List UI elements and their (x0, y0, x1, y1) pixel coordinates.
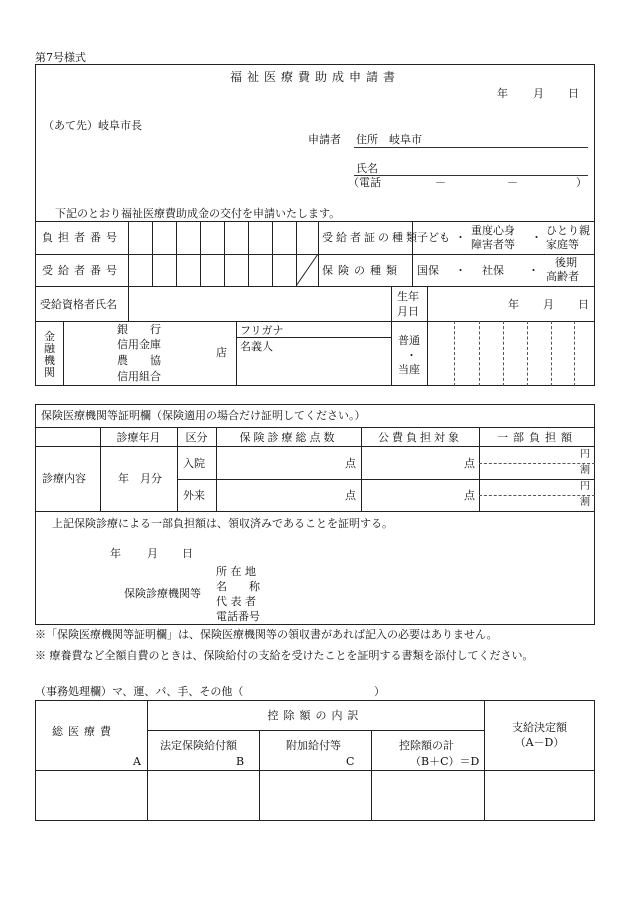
insurance-elderly-1[interactable]: 後期 (555, 256, 577, 269)
birth-month: 月 (543, 298, 554, 311)
legal-benefit-label: 法定保険給付額 (160, 739, 237, 752)
insurance-social[interactable]: 社保 (482, 264, 504, 277)
addressee: （あて先）岐阜市長 (43, 119, 142, 132)
bank-label-4: 関 (44, 366, 55, 379)
header-public: 公費負担対象 (378, 431, 462, 444)
bank-type-bank[interactable]: 銀 行 (117, 323, 161, 336)
name-label: 氏名 (356, 162, 378, 175)
cert-statement: 上記保険診療による一部負担額は、領収済みであることを証明する。 (52, 517, 393, 530)
payer-number-label: 負担者番号 (42, 231, 122, 244)
insurance-elderly-2[interactable]: 高齢者 (546, 270, 579, 283)
cert-section-title: 保険医療機関等証明欄（保険適用の場合だけ証明してください。） (41, 409, 366, 422)
bank-type-nokyo[interactable]: 農 協 (117, 354, 161, 367)
legal-letter: B (236, 755, 245, 768)
note-2: ※ 療養費など全額自費のときは、保険給付の支給を受けたことを証明する書類を添付してください。 (35, 649, 534, 662)
office-label-close: ） (374, 685, 385, 698)
phone-dash-2: － (507, 176, 518, 189)
institution-representative: 代 表 者 (216, 595, 256, 608)
inpatient-label: 入院 (183, 457, 205, 470)
bank-label-3: 機 (44, 354, 55, 367)
cert-disabled-1[interactable]: 重度心身 (471, 224, 515, 237)
address-underline (354, 147, 588, 148)
account-holder-label: 名義人 (240, 340, 273, 353)
account-type-current[interactable]: 当座 (398, 363, 420, 376)
bank-label-1: 金 (44, 330, 55, 343)
date-month: 月 (533, 87, 544, 100)
form-number: 第7号様式 (35, 51, 86, 64)
account-type-dot: ・ (406, 349, 417, 362)
header-month: 診療年月 (116, 431, 161, 444)
cert-type-label: 受給者証の種類 (322, 231, 420, 244)
additional-letter: C (346, 755, 355, 768)
outpatient-public-unit: 点 (464, 489, 475, 502)
cert-dot-2: ・ (531, 231, 542, 244)
date-day: 日 (568, 87, 579, 100)
decision-label: 支給決定額 (512, 721, 567, 734)
insurance-dot-2: ・ (528, 264, 539, 277)
deduction-formula: （B＋C）＝D (410, 755, 480, 768)
phone-open: （電話 (348, 176, 381, 189)
office-label: （事務処理欄）マ、運、バ、手、その他（ (35, 685, 244, 698)
inpatient-points-unit: 点 (345, 457, 356, 470)
birth-label-1: 生年 (397, 290, 419, 303)
header-points: 保険診療総点数 (239, 431, 338, 444)
header-division: 区分 (185, 431, 208, 444)
cert-date-year: 年 (110, 547, 121, 560)
outpatient-label: 外来 (183, 489, 205, 502)
bank-type-shinkumi[interactable]: 信用組合 (117, 370, 161, 383)
insurance-national[interactable]: 国保 (417, 264, 439, 277)
cert-single-1[interactable]: ひとり親 (546, 224, 590, 237)
total-medical-label: 総医療費 (52, 725, 116, 738)
cert-disabled-2[interactable]: 障害者等 (471, 238, 515, 251)
cert-dot-1: ・ (455, 231, 466, 244)
institution-name: 名 称 (216, 580, 260, 593)
institution-phone: 電話番号 (216, 610, 260, 623)
furigana-label: フリガナ (240, 324, 284, 337)
insurance-dot-1: ・ (455, 264, 466, 277)
total-letter: A (133, 755, 141, 768)
recipient-number-label: 受給者番号 (42, 264, 122, 277)
birth-day: 日 (578, 298, 589, 311)
cert-single-2[interactable]: 家庭等 (546, 238, 579, 251)
note-1: ※「保険医療機関等証明欄」は、保険医療機関等の領収書があれば記入の必要はありません。 (35, 628, 498, 641)
decision-formula: （A－D） (514, 736, 565, 749)
applicant-label: 申請者 (308, 133, 341, 146)
phone-dash-1: － (435, 176, 446, 189)
request-sentence: 下記のとおり福祉医療費助成金の交付を申請いたします。 (55, 207, 341, 220)
inpatient-public-unit: 点 (464, 457, 475, 470)
deduction-total-label: 控除額の計 (399, 739, 454, 752)
account-type-ordinary[interactable]: 普通 (398, 334, 420, 347)
inpatient-wari: 割 (580, 465, 590, 476)
name-underline[interactable] (354, 175, 588, 176)
deduction-label: 控除額の内訳 (267, 709, 364, 722)
address-value[interactable]: 岐阜市 (389, 133, 422, 146)
bank-branch-label: 店 (216, 346, 227, 359)
cert-date-month: 月 (147, 547, 158, 560)
content-label: 診療内容 (42, 472, 86, 485)
outpatient-yen: 円 (580, 481, 590, 492)
phone-close: ） (576, 176, 587, 189)
address-label: 住所 (356, 133, 378, 146)
additional-label: 附加給付等 (286, 739, 341, 752)
institution-address: 所 在 地 (216, 565, 256, 578)
slash-cell (296, 254, 318, 286)
outpatient-wari: 割 (580, 497, 590, 508)
institution-label: 保険診療機関等 (124, 587, 201, 600)
date-year: 年 (497, 87, 508, 100)
form-title: 福祉医療費助成申請書 (230, 70, 401, 84)
outpatient-points-unit: 点 (345, 489, 356, 502)
bank-type-shinkin[interactable]: 信用金庫 (117, 338, 161, 351)
bank-label-2: 融 (44, 342, 55, 355)
birth-label-2: 月日 (397, 305, 419, 318)
header-copay: 一部負担額 (497, 431, 577, 444)
insurance-type-label: 保険の種類 (322, 264, 402, 277)
year-month-label[interactable]: 年 月分 (118, 472, 162, 485)
inpatient-yen: 円 (580, 449, 590, 460)
cert-child[interactable]: 子ども (417, 231, 450, 244)
qualified-name-label: 受給資格者氏名 (40, 298, 117, 311)
birth-year: 年 (508, 298, 519, 311)
cert-date-day: 日 (182, 547, 193, 560)
